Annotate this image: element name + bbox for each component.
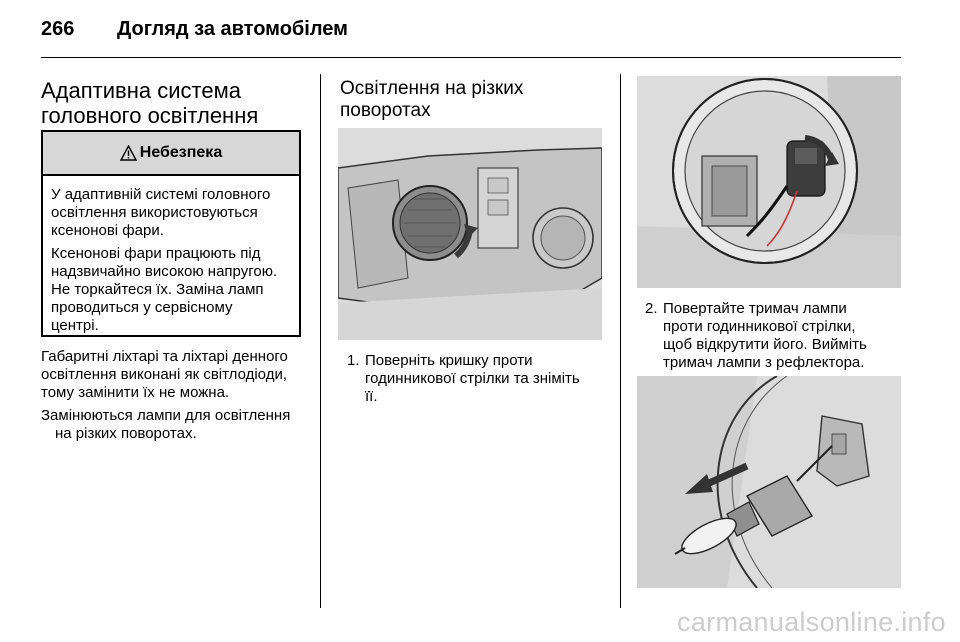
text-line: надзвичайно високою напругою. <box>51 263 278 280</box>
text-line: Повертайте тримач лампи <box>663 300 847 317</box>
danger-warning-box <box>41 130 301 337</box>
page-number: 266 <box>41 18 75 40</box>
text-line: Габаритні ліхтарі та ліхтарі денного <box>41 348 288 365</box>
section-title-adaptive-lighting <box>41 78 258 128</box>
text-line: проводиться у сервісному <box>51 299 233 316</box>
page-title: Догляд за автомобілем <box>117 18 348 40</box>
text-line: її. <box>365 388 378 405</box>
bulb-holder-rotate-illustration <box>637 76 901 288</box>
watermark: carmanualsonline.info <box>677 607 946 637</box>
text-line: Ксенонові фари працюють під <box>51 245 261 262</box>
text-line: центрі. <box>51 317 99 334</box>
bulb-removal-illustration <box>637 376 901 588</box>
section-title-line: головного освітлення <box>41 103 259 128</box>
headlamp-cover-illustration <box>338 128 602 340</box>
step-text <box>663 300 867 372</box>
text-line: освітлення використовуються <box>51 204 258 221</box>
text-line: тримач лампи з рефлектора. <box>663 354 865 371</box>
danger-paragraph-2 <box>51 245 291 335</box>
figure-bulb-removal <box>637 376 901 588</box>
column-divider-left <box>320 74 321 608</box>
column-divider-right <box>620 74 621 608</box>
left-body-text <box>41 348 316 448</box>
danger-heading: Небезпека <box>139 144 223 161</box>
figure-bulb-holder-rotate <box>637 76 901 288</box>
text-line: годинникової стрілки та зніміть <box>365 370 580 387</box>
text-line: Не торкайтеся їх. Заміна ламп <box>51 281 264 298</box>
section-title-line: Освітлення на різких <box>340 78 524 99</box>
figure-headlamp-cover <box>338 128 602 340</box>
text-line: щоб відкрутити його. Вийміть <box>663 336 867 353</box>
text-line: проти годинникової стрілки, <box>663 318 856 335</box>
text-line: Поверніть кришку проти <box>365 352 533 369</box>
paragraph-replaceable-bulbs <box>41 407 316 443</box>
step-number: 2. <box>645 300 658 317</box>
step-text <box>365 352 580 406</box>
step-number: 1. <box>347 352 360 369</box>
text-line: тому замінити їх не можна. <box>41 384 230 401</box>
section-title-line: поворотах <box>340 100 431 121</box>
header-divider <box>41 57 901 58</box>
warning-triangle-icon <box>120 145 137 161</box>
text-line: ксенонові фари. <box>51 222 164 239</box>
danger-body <box>43 176 299 335</box>
section-title-line: Адаптивна система <box>41 78 241 103</box>
text-line: на різких поворотах. <box>55 425 197 442</box>
danger-header <box>43 132 299 176</box>
text-line: Замінюються лампи для освітлення <box>41 407 291 424</box>
section-title-cornering-lights <box>340 78 523 122</box>
paragraph-led-lights <box>41 348 316 402</box>
text-line: У адаптивній системі головного <box>51 186 271 203</box>
text-line: освітлення виконані як світлодіоди, <box>41 366 287 383</box>
danger-paragraph-1 <box>51 186 291 240</box>
